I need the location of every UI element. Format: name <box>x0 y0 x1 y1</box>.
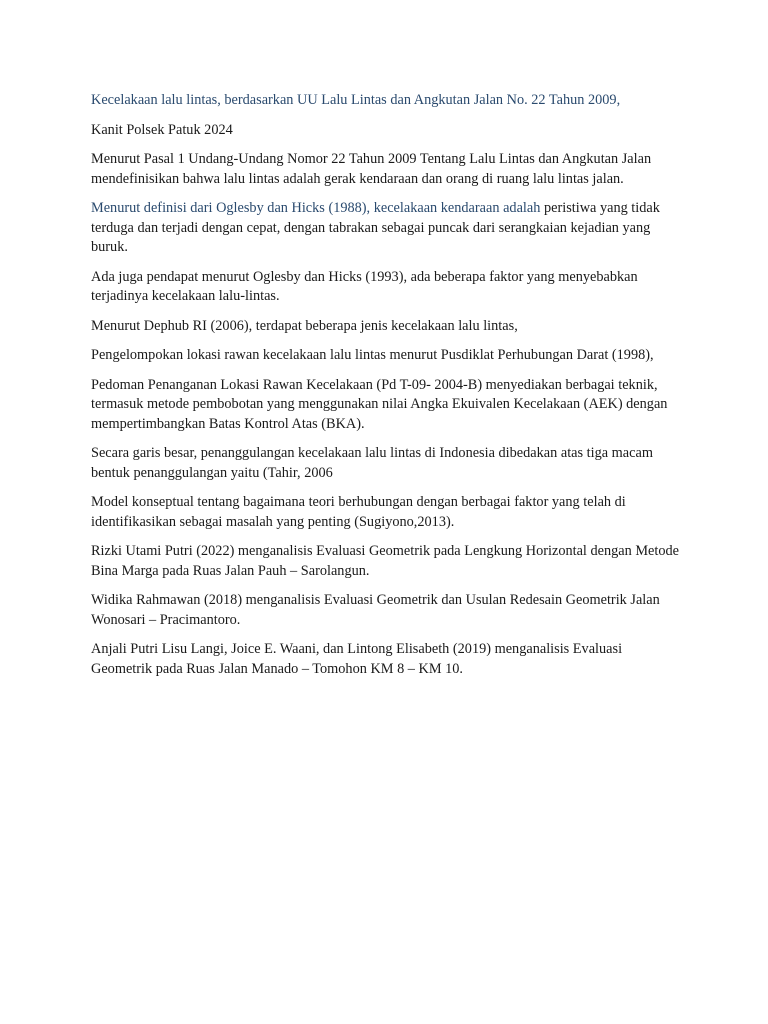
paragraph-uu-reference <box>91 91 681 111</box>
uu-reference-link[interactable]: Kecelakaan lalu lintas, berdasarkan UU Lalu Lintas dan Angkutan Jalan No. 22 Tahun 2009, <box>91 92 621 108</box>
paragraph-dephub: Menurut Dephub RI (2006), terdapat beberapa jenis kecelakaan lalu lintas, <box>91 317 518 334</box>
paragraph-model-konseptual: Model konseptual tentang bagaimana teori berhubungan dengan berbagai faktor yang telah di identifikasikan sebagai masalah yang penting (Sugiyono,2013). <box>91 494 626 530</box>
paragraph-oglesby-1988 <box>91 199 681 258</box>
paragraph-pasal-1: Menurut Pasal 1 Undang-Undang Nomor 22 Tahun 2009 Tentang Lalu Lintas dan Angkutan Jalan mendefinisikan bahwa lalu lintas adalah gerak kendaraan dan orang di ruang lalu lintas jalan. <box>91 151 652 187</box>
paragraph-widika: Widika Rahmawan (2018) menganalisis Evaluasi Geometrik dan Usulan Redesain Geometrik Jalan Wonosari – Pracimantoro. <box>91 592 660 628</box>
paragraph-penanggulangan: Secara garis besar, penanggulangan kecelakaan lalu lintas di Indonesia dibedakan atas tiga macam bentuk penanggulangan yaitu (Tahir, 2006 <box>91 445 653 481</box>
paragraph-anjali: Anjali Putri Lisu Langi, Joice E. Waani, dan Lintong Elisabeth (2019) menganalisis Evaluasi Geometrik pada Ruas Jalan Manado – Tomohon KM 8 – KM 10. <box>91 641 623 677</box>
oglesby-definition-link[interactable]: Menurut definisi dari Oglesby dan Hicks (1988), kecelakaan kendaraan adalah <box>91 200 541 216</box>
paragraph-oglesby-1993: Ada juga pendapat menurut Oglesby dan Hicks (1993), ada beberapa faktor yang menyebabkan terjadinya kecelakaan lalu-lintas. <box>91 268 638 304</box>
paragraph-kanit-polsek: Kanit Polsek Patuk 2024 <box>91 121 233 138</box>
paragraph-rizki: Rizki Utami Putri (2022) menganalisis Evaluasi Geometrik pada Lengkung Horizontal dengan Metode Bina Marga pada Ruas Jalan Pauh – Sarolangun. <box>91 543 680 579</box>
document-body <box>91 91 681 689</box>
paragraph-pedoman: Pedoman Penanganan Lokasi Rawan Kecelakaan (Pd T-09- 2004-B) menyediakan berbagai teknik, termasuk metode pembobotan yang menggunakan nilai Angka Ekuivalen Kecelakaan (AEK) dengan mempertimbangkan Batas Kontrol Atas (BKA). <box>91 376 668 432</box>
oglesby-definition-text: peristiwa yang tidak terduga dan terjadi dengan cepat, dengan tabrakan sebagai puncak dari serangkaian kejadian yang buruk. <box>91 200 660 255</box>
paragraph-pusdiklat: Pengelompokan lokasi rawan kecelakaan lalu lintas menurut Pusdiklat Perhubungan Darat (1998), <box>91 347 654 363</box>
